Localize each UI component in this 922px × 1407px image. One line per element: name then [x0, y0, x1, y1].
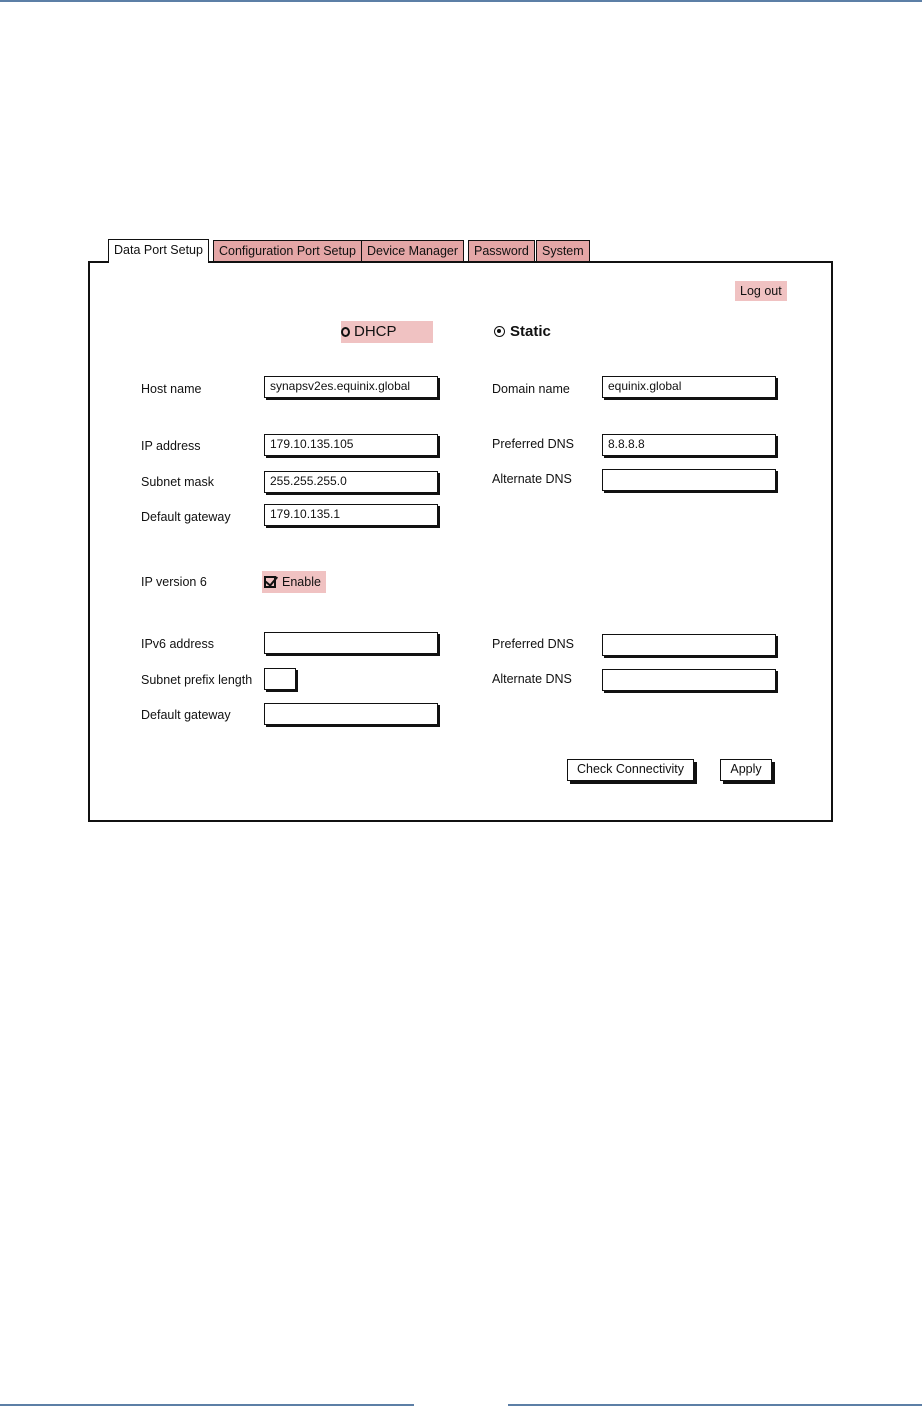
ip-version-6-label: IP version 6 [141, 575, 207, 589]
ipv6-preferred-dns-label: Preferred DNS [492, 637, 574, 651]
ipv6-default-gateway-label: Default gateway [141, 708, 231, 722]
preferred-dns-input[interactable]: 8.8.8.8 [602, 434, 776, 456]
preferred-dns-label: Preferred DNS [492, 437, 574, 451]
subnet-mask-input[interactable]: 255.255.255.0 [264, 471, 438, 493]
subnet-prefix-length-label: Subnet prefix length [141, 673, 253, 687]
domain-name-input[interactable]: equinix.global [602, 376, 776, 398]
ipv6-preferred-dns-input[interactable] [602, 634, 776, 656]
subnet-prefix-length-input[interactable] [264, 668, 296, 690]
host-name-label: Host name [141, 382, 202, 396]
ipv6-enable-label: Enable [282, 575, 321, 589]
page-bottom-rule-right [508, 1404, 922, 1406]
check-connectivity-button[interactable]: Check Connectivity [567, 759, 694, 781]
data-port-setup-panel [88, 261, 833, 822]
checkbox-checked-icon [264, 576, 276, 588]
tab-system[interactable]: System [536, 240, 590, 262]
host-name-input[interactable]: synapsv2es.equinix.global [264, 376, 438, 398]
tab-configuration-port-setup[interactable]: Configuration Port Setup [213, 240, 362, 262]
tab-password[interactable]: Password [468, 240, 535, 262]
alternate-dns-input[interactable] [602, 469, 776, 491]
ip-address-input[interactable]: 179.10.135.105 [264, 434, 438, 456]
ipv6-alternate-dns-label: Alternate DNS [492, 672, 572, 686]
ipv6-alternate-dns-input[interactable] [602, 669, 776, 691]
tab-device-manager[interactable]: Device Manager [361, 240, 464, 262]
static-radio[interactable] [494, 321, 551, 343]
radio-empty-icon [341, 327, 350, 337]
ip-address-label: IP address [141, 439, 201, 453]
radio-selected-icon [494, 326, 505, 337]
dhcp-radio[interactable] [341, 321, 433, 343]
default-gateway-input[interactable]: 179.10.135.1 [264, 504, 438, 526]
dhcp-radio-label: DHCP [354, 323, 397, 340]
apply-button[interactable]: Apply [720, 759, 772, 781]
default-gateway-label: Default gateway [141, 510, 231, 524]
page-top-rule [0, 0, 922, 2]
page-bottom-rule-left [0, 1404, 414, 1406]
static-radio-label: Static [510, 323, 551, 340]
tab-data-port-setup[interactable]: Data Port Setup [108, 239, 209, 263]
ipv6-address-label: IPv6 address [141, 637, 214, 651]
alternate-dns-label: Alternate DNS [492, 472, 572, 486]
subnet-mask-label: Subnet mask [141, 475, 214, 489]
logout-link[interactable]: Log out [735, 281, 787, 301]
domain-name-label: Domain name [492, 382, 570, 396]
ipv6-enable-checkbox[interactable] [262, 571, 326, 593]
ipv6-default-gateway-input[interactable] [264, 703, 438, 725]
ipv6-address-input[interactable] [264, 632, 438, 654]
